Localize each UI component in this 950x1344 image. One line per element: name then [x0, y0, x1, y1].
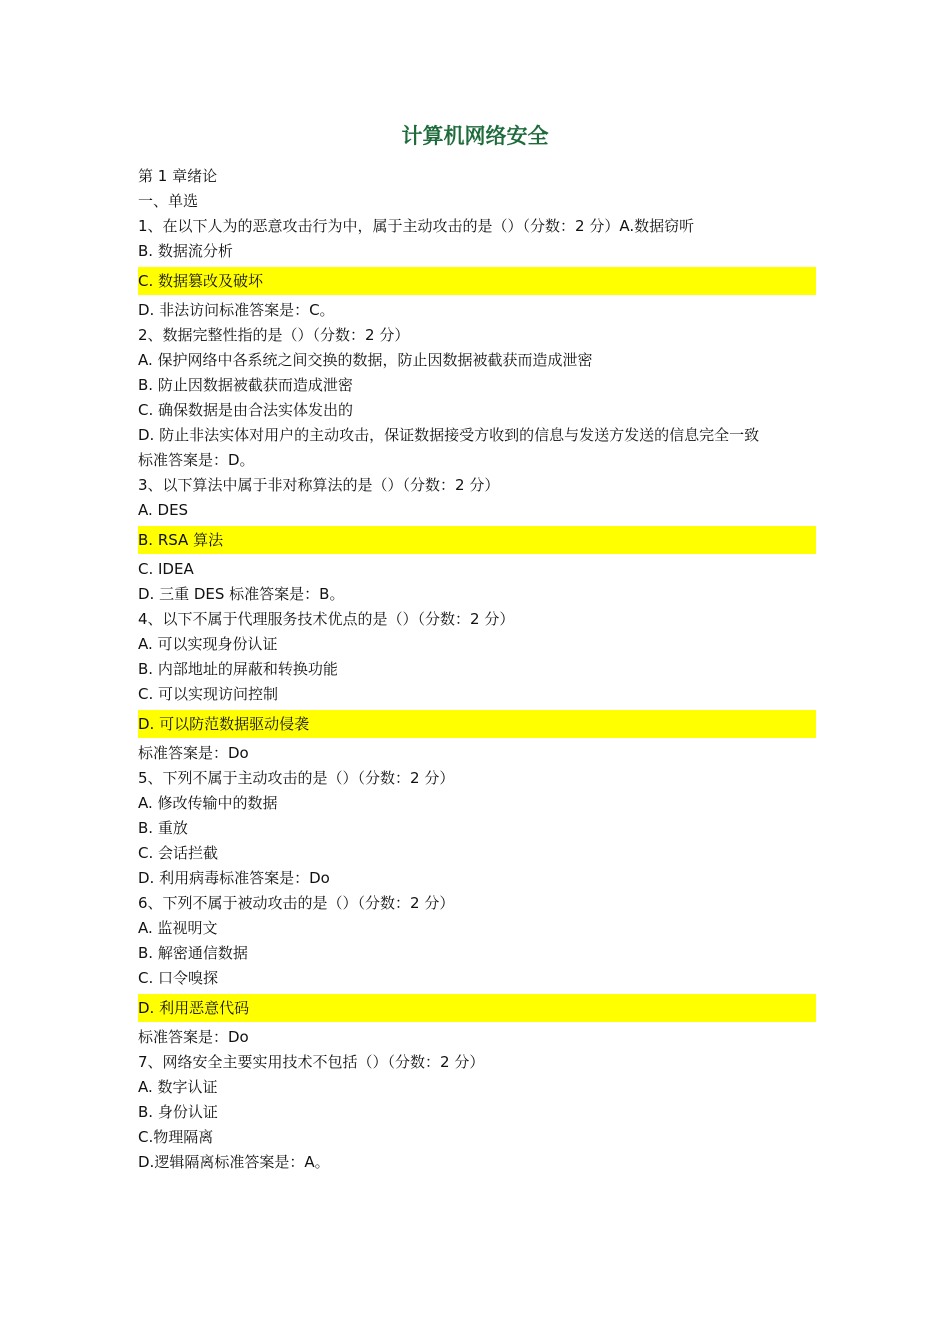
- text-line: C. 可以实现访问控制: [138, 685, 279, 703]
- highlighted-answer-line: D. 可以防范数据驱动侵袭: [138, 710, 816, 738]
- text-line: B. 数据流分析: [138, 242, 233, 260]
- text-line: 5、下列不属于主动攻击的是（）（分数：2 分）: [138, 769, 455, 787]
- text-line: B. 防止因数据被截获而造成泄密: [138, 376, 353, 394]
- text-line: B. 解密通信数据: [138, 944, 248, 962]
- text-line: C. 确保数据是由合法实体发出的: [138, 401, 354, 419]
- text-line: 标准答案是：D。: [138, 451, 255, 469]
- text-line: A. DES: [138, 501, 189, 519]
- text-line: D. 利用病毒标准答案是：Do: [138, 869, 330, 887]
- text-line: 4、以下不属于代理服务技术优点的是（）（分数：2 分）: [138, 610, 515, 628]
- text-line: B. 身份认证: [138, 1103, 218, 1121]
- text-line: A. 可以实现身份认证: [138, 635, 278, 653]
- text-line: A. 修改传输中的数据: [138, 794, 278, 812]
- text-line: D. 防止非法实体对用户的主动攻击，保证数据接受方收到的信息与发送方发送的信息完全一致: [138, 426, 760, 444]
- text-line: A. 保护网络中各系统之间交换的数据，防止因数据被截获而造成泄密: [138, 351, 593, 369]
- document-title: 计算机网络安全: [401, 124, 549, 148]
- text-line: D. 非法访问标准答案是：C。: [138, 301, 335, 319]
- text-line: D.逻辑隔离标准答案是：A。: [138, 1153, 330, 1171]
- highlighted-answer-line: C. 数据篡改及破坏: [138, 267, 816, 295]
- text-line: 第 1 章绪论: [138, 167, 218, 185]
- text-line: 一、单选: [138, 192, 199, 210]
- text-line: B. 内部地址的屏蔽和转换功能: [138, 660, 338, 678]
- highlighted-answer-line: D. 利用恶意代码: [138, 994, 816, 1022]
- highlighted-answer-line: B. RSA 算法: [138, 526, 816, 554]
- text-line: D. 三重 DES 标准答案是：B。: [138, 585, 345, 603]
- text-line: C. 会话拦截: [138, 844, 219, 862]
- text-line: 6、下列不属于被动攻击的是（）（分数：2 分）: [138, 894, 455, 912]
- text-line: 7、网络安全主要实用技术不包括（）（分数：2 分）: [138, 1053, 485, 1071]
- text-line: A. 数字认证: [138, 1078, 218, 1096]
- text-line: B. 重放: [138, 819, 188, 837]
- text-line: C. IDEA: [138, 560, 194, 578]
- text-line: 2、数据完整性指的是（）（分数：2 分）: [138, 326, 410, 344]
- text-line: 标准答案是：Do: [138, 744, 249, 762]
- text-line: 标准答案是：Do: [138, 1028, 249, 1046]
- text-line: C. 口令嗅探: [138, 969, 219, 987]
- text-line: 1、在以下人为的恶意攻击行为中，属于主动攻击的是（）（分数：2 分）A.数据窃听: [138, 217, 695, 235]
- text-line: C.物理隔离: [138, 1128, 214, 1146]
- document-body: [138, 164, 816, 1175]
- text-line: A. 监视明文: [138, 919, 218, 937]
- text-line: 3、以下算法中属于非对称算法的是（）（分数：2 分）: [138, 476, 500, 494]
